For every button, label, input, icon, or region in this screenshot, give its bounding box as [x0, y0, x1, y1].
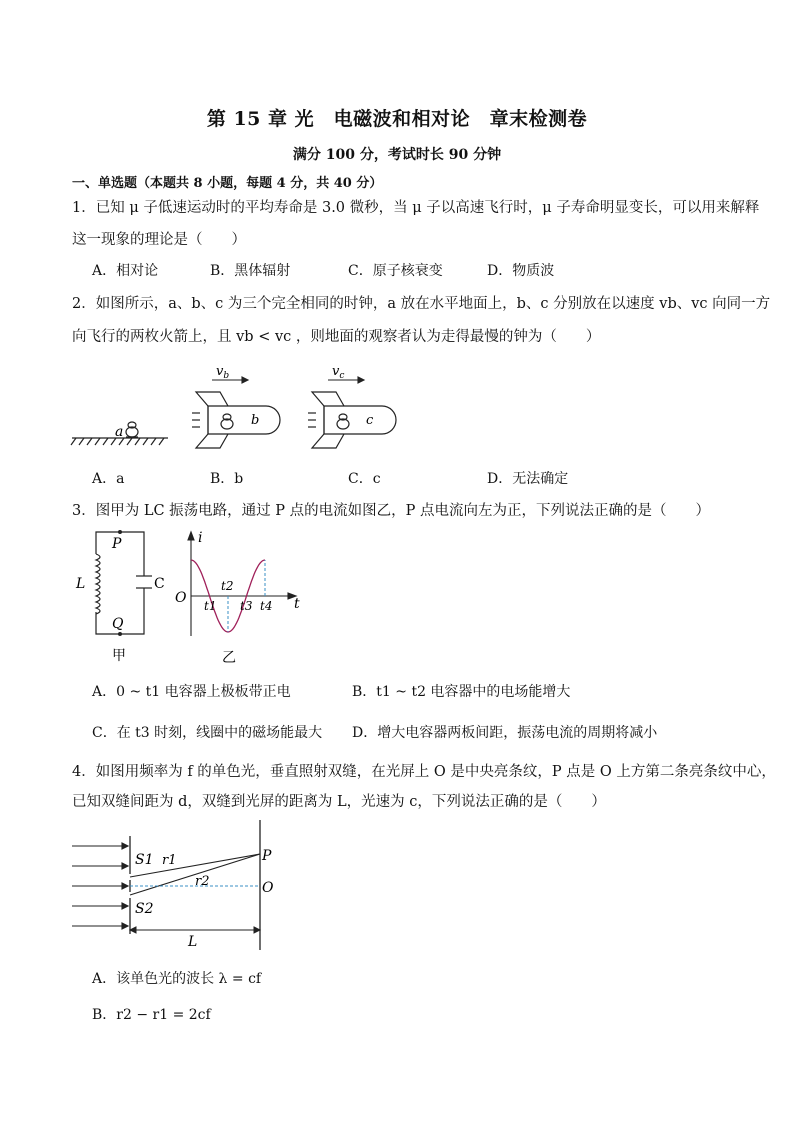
- q2-option-a: A．a: [92, 471, 125, 487]
- q3-line-1: 3．图甲为 LC 振荡电路，通过 P 点的电流如图乙，P 点电流向左为正，下列说法正确的是（ ）: [72, 503, 711, 519]
- rocket-b-label: b: [251, 413, 260, 428]
- point-q-label: Q: [112, 616, 124, 632]
- rocket-c-icon: [308, 392, 396, 448]
- rocket-b-icon: [192, 392, 280, 448]
- velocity-c-label: $v_c$: [332, 364, 345, 381]
- origin-label: O: [175, 590, 187, 606]
- current-graph-axes: [188, 532, 296, 636]
- q1-line-1: 1．已知 μ 子低速运动时的平均寿命是 3.0 微秒，当 μ 子以高速飞行时，μ 子寿命明显变长，可以用来解释: [72, 200, 760, 216]
- clock-a-label: a: [115, 424, 124, 440]
- figure-jia-label: 甲: [112, 648, 126, 664]
- distance-l-arrow: [130, 927, 260, 933]
- point-p-dot: [118, 530, 122, 534]
- page-title: 第 15 章 光 电磁波和相对论 章末检测卷: [206, 108, 588, 130]
- incident-light-arrows: [72, 843, 128, 929]
- q2-rocket-c-figure: [298, 358, 418, 450]
- inductor-label: L: [76, 576, 86, 592]
- q3-option-b: B．t1 ~ t2 电容器中的电场能增大: [352, 684, 571, 700]
- q2-rockets-figure: [70, 358, 330, 450]
- q3-option-d: D．增大电容器两板间距，振荡电流的周期将减小: [352, 725, 658, 741]
- q2-line-2: 向飞行的两枚火箭上，且 vb < vc ，则地面的观察者认为走得最慢的钟为（ ）: [72, 329, 601, 345]
- q2-option-b: B．b: [210, 471, 244, 487]
- q1-option-c: C．原子核衰变: [348, 263, 443, 279]
- axis-i-label: i: [198, 530, 203, 546]
- rocket-c-label: c: [366, 413, 374, 428]
- q2-option-d: D．无法确定: [487, 471, 569, 487]
- screen-point-o: O: [262, 880, 274, 896]
- distance-l-label: L: [188, 934, 198, 950]
- path-r2-label: r2: [195, 874, 210, 889]
- q2-line-1: 2．如图所示，a、b、c 为三个完全相同的时钟，a 放在水平地面上，b、c 分别放在以速度 vb、vc 向同一方: [72, 296, 771, 312]
- q3-option-a: A．0 ~ t1 电容器上极板带正电: [92, 684, 291, 700]
- tick-t3-label: t3: [240, 599, 253, 613]
- tick-t4-label: t4: [260, 599, 273, 613]
- velocity-b-label: $v_b$: [216, 364, 230, 381]
- q3-lc-figure: [70, 522, 310, 666]
- path-r1-label: r1: [162, 853, 177, 868]
- q4-line-2: 已知双缝间距为 d，双缝到光屏的距离为 L，光速为 c，下列说法正确的是（ ）: [72, 794, 606, 810]
- tick-t1-label: t1: [204, 599, 217, 613]
- q1-option-b: B．黑体辐射: [210, 263, 291, 279]
- point-p-label: P: [112, 536, 122, 552]
- section-heading: 一、单选题（本题共 8 小题，每题 4 分，共 40 分）: [72, 176, 383, 191]
- slit-s1-label: S1: [135, 852, 154, 868]
- axis-t-label: t: [294, 596, 300, 612]
- q4-line-1: 4．如图用频率为 f 的单色光，垂直照射双缝，在光屏上 O 是中央亮条纹，P 点是 O 上方第二条亮条纹中心，: [72, 764, 776, 780]
- clock-a-icon: [126, 422, 138, 437]
- q3-option-c: C．在 t3 时刻，线圈中的磁场能最大: [92, 725, 323, 741]
- screen-point-p: P: [262, 848, 272, 864]
- q4-option-b: B．r2 − r1 = 2cf: [92, 1007, 211, 1023]
- q4-option-a: A．该单色光的波长 λ = cf: [92, 971, 262, 987]
- q4-double-slit-figure: [70, 818, 290, 954]
- q1-option-d: D．物质波: [487, 263, 555, 279]
- q1-option-a: A．相对论: [92, 263, 159, 279]
- q2-option-c: C．c: [348, 471, 381, 487]
- lc-circuit: [96, 532, 152, 634]
- tick-t2-label: t2: [221, 579, 234, 593]
- slit-s2-label: S2: [135, 901, 154, 917]
- q1-line-2: 这一现象的理论是（ ）: [72, 232, 246, 248]
- point-q-dot: [118, 632, 122, 636]
- page-subtitle: 满分 100 分，考试时长 90 分钟: [292, 147, 502, 163]
- capacitor-label: C: [154, 576, 165, 592]
- figure-yi-label: 乙: [222, 650, 236, 666]
